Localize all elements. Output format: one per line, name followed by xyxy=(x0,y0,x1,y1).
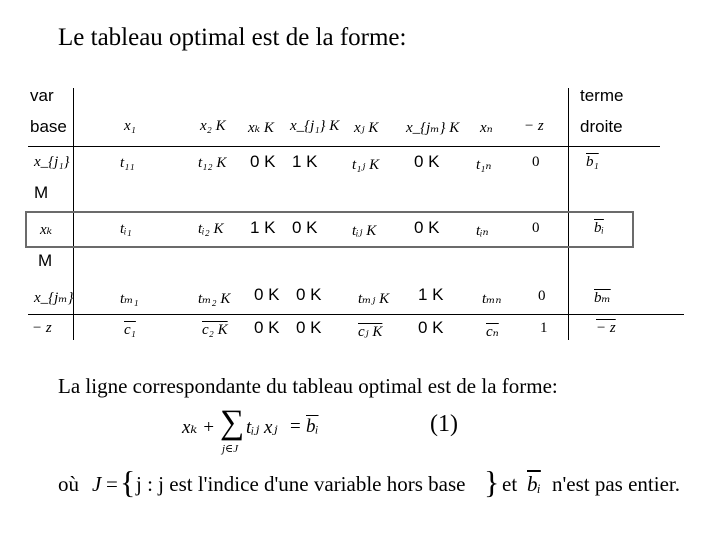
eq-lhs-xk: xₖ + xyxy=(182,417,215,438)
cell-r1-c6: 0 K xyxy=(414,152,440,171)
where-tail: n'est pas entier. xyxy=(552,472,680,496)
cell-ri-c4: 0 K xyxy=(292,218,318,237)
rhs-minus-z: − z xyxy=(596,320,616,336)
col-header-x1: x₁ xyxy=(124,118,136,134)
cell-rz-c4: 0 K xyxy=(296,318,322,337)
col-header-minus-z: − z xyxy=(524,118,544,134)
where-J: J xyxy=(92,472,102,496)
col-header-xk: xₖ K xyxy=(248,120,274,136)
where-et: et xyxy=(502,472,518,496)
page-title: Le tableau optimal est de la forme: xyxy=(58,24,407,51)
line-description: La ligne correspondante du tableau optimal est de la forme: xyxy=(58,374,558,398)
where-eq: = xyxy=(106,472,118,496)
cell-rz-c6: 0 K xyxy=(418,318,444,337)
cell-rm-c5: tₘⱼ K xyxy=(358,291,390,307)
vdots-1: M xyxy=(34,183,49,202)
rhs-bm: $\overline{b_m}$ xyxy=(594,290,611,306)
col-header-xjm: x_{jₘ} K xyxy=(406,120,460,136)
cell-ri-c3: 1 K xyxy=(250,218,276,237)
header-var: var xyxy=(30,86,54,105)
eq-term: tᵢⱼ xⱼ xyxy=(246,417,278,438)
eq-equals: = xyxy=(290,416,301,437)
cell-ri-c2: tᵢ₂ K xyxy=(198,221,224,237)
cell-rm-c7: tₘₙ xyxy=(482,291,502,307)
table-header-rule xyxy=(28,146,660,147)
col-header-xn: xₙ xyxy=(480,120,493,136)
col-header-xj1: x_{j₁} K xyxy=(290,118,340,134)
cell-r1-c4: 1 K xyxy=(292,152,318,171)
where-bi: $\overline{bᵢ}$ xyxy=(527,472,541,496)
cell-ri-c8: 0 xyxy=(532,220,540,236)
cell-rz-c5: cⱼ K xyxy=(358,324,383,340)
cell-ri-c5: tᵢⱼ K xyxy=(352,223,377,239)
cell-r1-c3: 0 K xyxy=(250,152,276,171)
row-base-minus-z: − z xyxy=(32,320,52,336)
col-header-xj: xⱼ K xyxy=(354,120,379,136)
cell-r1-c1: t₁₁ xyxy=(120,155,135,171)
table-objective-rule xyxy=(28,314,684,315)
where-set: j : j est l'indice d'une variable hors base xyxy=(136,472,466,496)
header-base: base xyxy=(30,117,67,136)
cell-rz-c3: 0 K xyxy=(254,318,280,337)
row-base-xjm: x_{jₘ} xyxy=(34,290,74,306)
cell-rz-c1: c₁ xyxy=(124,322,136,338)
vdots-2: M xyxy=(38,251,53,270)
cell-rm-c8: 0 xyxy=(538,288,546,304)
cell-rm-c2: tₘ₂ K xyxy=(198,291,231,307)
cell-rm-c3: 0 K xyxy=(254,285,280,304)
where-lbrace: { xyxy=(120,464,136,500)
rhs-b1: b₁ xyxy=(586,154,599,170)
cell-rz-c7: $\overline{c_n}$ xyxy=(486,324,499,340)
cell-r1-c7: t₁ₙ xyxy=(476,157,492,173)
where-ou: où xyxy=(58,472,79,496)
row-base-xk: xₖ xyxy=(40,222,53,238)
highlight-row-box xyxy=(25,211,634,248)
cell-r1-c8: 0 xyxy=(532,154,540,170)
cell-rm-c4: 0 K xyxy=(296,285,322,304)
where-rbrace: } xyxy=(484,464,500,500)
cell-ri-c1: tᵢ₁ xyxy=(120,221,132,237)
header-droite: droite xyxy=(580,117,623,136)
cell-rm-c1: tₘ₁ xyxy=(120,291,139,307)
row-base-xj1: x_{j₁} xyxy=(34,154,70,170)
rhs-bi: $\overline{bᵢ}$ xyxy=(594,220,604,236)
cell-rz-c2: c₂ K xyxy=(202,322,228,338)
cell-ri-c7: tᵢₙ xyxy=(476,223,489,239)
cell-ri-c6: 0 K xyxy=(414,218,440,237)
cell-rm-c6: 1 K xyxy=(418,285,444,304)
eq-sum-sub: j∈J xyxy=(222,443,239,455)
cell-r1-c2: t₁₂ K xyxy=(198,155,227,171)
col-header-x2: x₂ K xyxy=(200,118,226,134)
eq-sum-symbol: ∑ xyxy=(220,404,245,441)
header-terme: terme xyxy=(580,86,624,105)
cell-r1-c5: t₁ⱼ K xyxy=(352,157,380,173)
cell-rz-c8: 1 xyxy=(540,320,548,336)
eq-rhs: $\overline{bᵢ}$ xyxy=(306,416,319,437)
eq-number: (1) xyxy=(430,411,458,437)
